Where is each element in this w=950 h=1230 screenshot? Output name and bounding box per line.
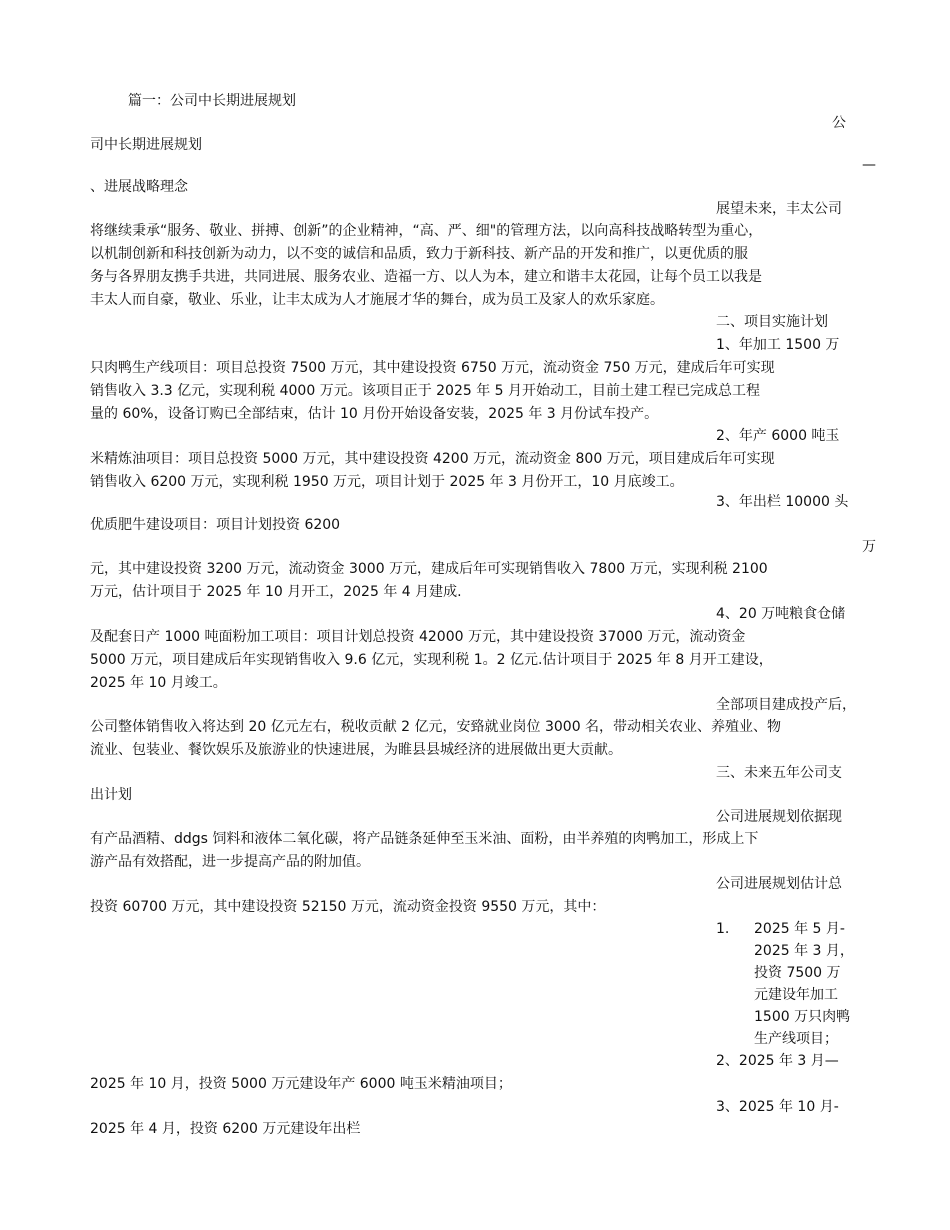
doc-line: 2、年产 6000 吨玉	[716, 428, 840, 444]
doc-line: 游产品有效搭配，进一步提高产品的附加值。	[90, 854, 370, 870]
doc-line: 司中长期进展规划	[90, 137, 202, 153]
doc-line: 、进展战略理念	[90, 179, 188, 195]
doc-line: 万	[862, 539, 876, 555]
doc-line: 量的 60%，设备订购已全部结束，估计 10 月份开始设备安装，2025 年 3 月份试车投产。	[90, 406, 659, 422]
doc-line: 2025 年 4 月，投资 6200 万元建设年出栏	[90, 1121, 361, 1137]
doc-line: —	[862, 157, 876, 173]
doc-line: 有产品酒精、ddgs 饲料和液体二氧化碳，将产品链条延伸至玉米油、面粉，由半养殖的肉鸭加工，形成上下	[90, 831, 759, 847]
doc-line: 丰太人而自豪，敬业、乐业，让丰太成为人才施展才华的舞台，成为员工及家人的欢乐家庭。	[90, 292, 664, 308]
list-item-text: 1500 万只肉鸭	[754, 1009, 851, 1025]
doc-line: 3、年出栏 10000 头	[716, 494, 849, 510]
doc-line: 销售收入 3.3 亿元，实现利税 4000 万元。该项目正于 2025 年 5 月开始动工，目前土建工程已完成总工程	[90, 383, 761, 399]
doc-line: 公	[832, 115, 846, 131]
doc-line: 2025 年 10 月，投资 5000 万元建设年产 6000 吨玉米精油项目；	[90, 1076, 512, 1092]
doc-line: 公司进展规划依据现	[716, 809, 842, 825]
doc-line: 展望未来，丰太公司	[716, 201, 842, 217]
list-marker: 1.	[716, 921, 730, 937]
doc-line: 2025 年 10 月竣工。	[90, 675, 227, 691]
doc-line: 务与各界朋友携手共进，共同进展、服务农业、造福一方、以人为本，建立和谐丰太花园，让每个员工以我是	[90, 269, 762, 285]
doc-line: 及配套日产 1000 吨面粉加工项目：项目计划总投资 42000 万元，其中建设投资 37000 万元，流动资金	[90, 629, 746, 645]
doc-line: 米精炼油项目：项目总投资 5000 万元，其中建设投资 4200 万元，流动资金 800 万元，项目建成后年可实现	[90, 451, 775, 467]
list-item-text: 2025 年 3 月，	[754, 943, 854, 959]
doc-line: 二、项目实施计划	[716, 314, 828, 330]
doc-line: 3、2025 年 10 月-	[716, 1099, 839, 1115]
doc-line: 投资 60700 万元，其中建设投资 52150 万元，流动资金投资 9550 万元，其中：	[90, 899, 606, 915]
list-item-text: 元建设年加工	[754, 987, 838, 1003]
doc-line: 4、20 万吨粮食仓储	[716, 606, 846, 622]
doc-line: 出计划	[90, 787, 132, 803]
doc-line: 以机制创新和科技创新为动力，以不变的诚信和品质，致力于新科技、新产品的开发和推广，以更优质的服	[90, 246, 748, 262]
doc-line: 5000 万元，项目建成后年实现销售收入 9.6 亿元，实现利税 1。2 亿元.估计项目于 2025 年 8 月开工建设，	[90, 652, 773, 668]
doc-line: 将继续秉承“服务、敬业、拼搏、创新”的企业精神，“高、严、细"的管理方法，以向高科技战略转型为重心，	[90, 223, 763, 239]
doc-line: 销售收入 6200 万元，实现利税 1950 万元，项目计划于 2025 年 3 月份开工，10 月底竣工。	[90, 474, 684, 490]
doc-line: 全部项目建成投产后，	[716, 697, 856, 713]
doc-line: 只肉鸭生产线项目：项目总投资 7500 万元，其中建设投资 6750 万元，流动资金 750 万元，建成后年可实现	[90, 360, 775, 376]
doc-line: 万元，估计项目于 2025 年 10 月开工，2025 年 4 月建成.	[90, 584, 462, 600]
doc-line: 公司整体销售收入将达到 20 亿元左右，税收贡献 2 亿元，安臵就业岗位 3000 名，带动相关农业、养殖业、物	[90, 719, 782, 735]
list-item-text: 生产线项目；	[754, 1031, 838, 1047]
doc-line: 2、2025 年 3 月—	[716, 1053, 839, 1069]
doc-line: 三、未来五年公司支	[716, 765, 842, 781]
doc-line: 公司进展规划估计总	[716, 876, 842, 892]
doc-line: 流业、包装业、餐饮娱乐及旅游业的快速进展，为睢县县城经济的进展做出更大贡献。	[90, 742, 622, 758]
doc-line: 1、年加工 1500 万	[716, 337, 840, 353]
doc-heading: 篇一：公司中长期进展规划	[128, 93, 296, 109]
doc-line: 元，其中建设投资 3200 万元，流动资金 3000 万元，建成后年可实现销售收入 7800 万元，实现利税 2100	[90, 561, 768, 577]
list-item-text: 2025 年 5 月-	[754, 921, 845, 937]
doc-line: 优质肥牛建设项目：项目计划投资 6200	[90, 517, 341, 533]
list-item-text: 投资 7500 万	[754, 965, 841, 981]
